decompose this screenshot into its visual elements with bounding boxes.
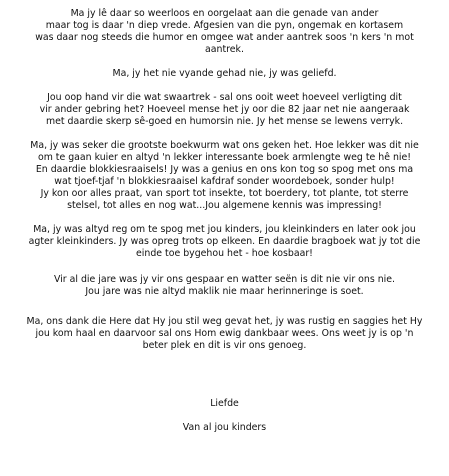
- text-line: Ma jy lê daar so weerloos en oorgelaat aan die genade van ander: [70, 8, 379, 19]
- text-line: Jou oop hand vir die wat swaartrek - sal ons ooit weet hoeveel verligting dit: [47, 92, 402, 103]
- text-line: jou kom haal en daarvoor sal ons Hom ewig dankbaar wees. Ons weet jy is op 'n: [35, 328, 414, 339]
- text-line: En daardie blokkiesraaisels! Jy was a genius en ons kon tog so spog met ons ma: [35, 164, 414, 175]
- text-line: aantrek.: [205, 44, 244, 55]
- text-line: wat tjoef-tjaf 'n blokkiesraaisel kafdraf sonder woordeboek, sonder hulp!: [54, 176, 395, 187]
- text-line: Ma, jy het nie vyande gehad nie, jy was geliefd.: [112, 68, 337, 79]
- text-line: om te gaan kuier en altyd 'n lekker interessante boek armlengte weg te hê nie!: [37, 152, 412, 163]
- text-line: met daardie skerp sê-goed en humorsin nie. Jy het mense se lewens verryk.: [45, 116, 404, 127]
- text-line: vir ander gebring het? Hoeveel mense het jy oor die 82 jaar net nie aangeraak: [39, 104, 410, 115]
- text-line: was daar nog steeds die humor en omgee wat ander aantrek soos 'n kers 'n mot: [35, 32, 414, 43]
- text-line: Jy kon oor alles praat, van sport tot insekte, tot boerdery, tot plante, tot sterre: [40, 188, 409, 199]
- text-line: beter plek en dit is vir ons genoeg.: [142, 340, 307, 351]
- text-line: Ma, ons dank die Here dat Hy jou stil weg gevat het, jy was rustig en saggies het Hy: [26, 316, 423, 327]
- text-line: Ma, jy was altyd reg om te spog met jou kinders, jou kleinkinders en later ook jou: [33, 224, 416, 235]
- closing-love: Liefde: [210, 398, 239, 409]
- text-line: agter kleinkinders. Jy was opreg trots op elkeen. En daardie bragboek wat jy tot die: [28, 236, 421, 247]
- text-line: Ma, jy was seker die grootste boekwurm wat ons geken het. Hoe lekker was dit nie: [30, 140, 419, 151]
- text-line: stelsel, tot alles en nog wat...Jou algemene kennis was impressing!: [67, 200, 382, 211]
- text-line: einde toe bygehou het - hoe kosbaar!: [136, 248, 313, 259]
- closing-signature: Van al jou kinders: [182, 422, 267, 433]
- text-line: Jou jare was nie altyd maklik nie maar herinneringe is soet.: [85, 286, 364, 297]
- text-line: Vir al die jare was jy vir ons gespaar en watter seën is dit nie vir ons nie.: [53, 274, 396, 285]
- text-line: maar tog is daar 'n diep vrede. Afgesien van die pyn, ongemak en kortasem: [45, 20, 404, 31]
